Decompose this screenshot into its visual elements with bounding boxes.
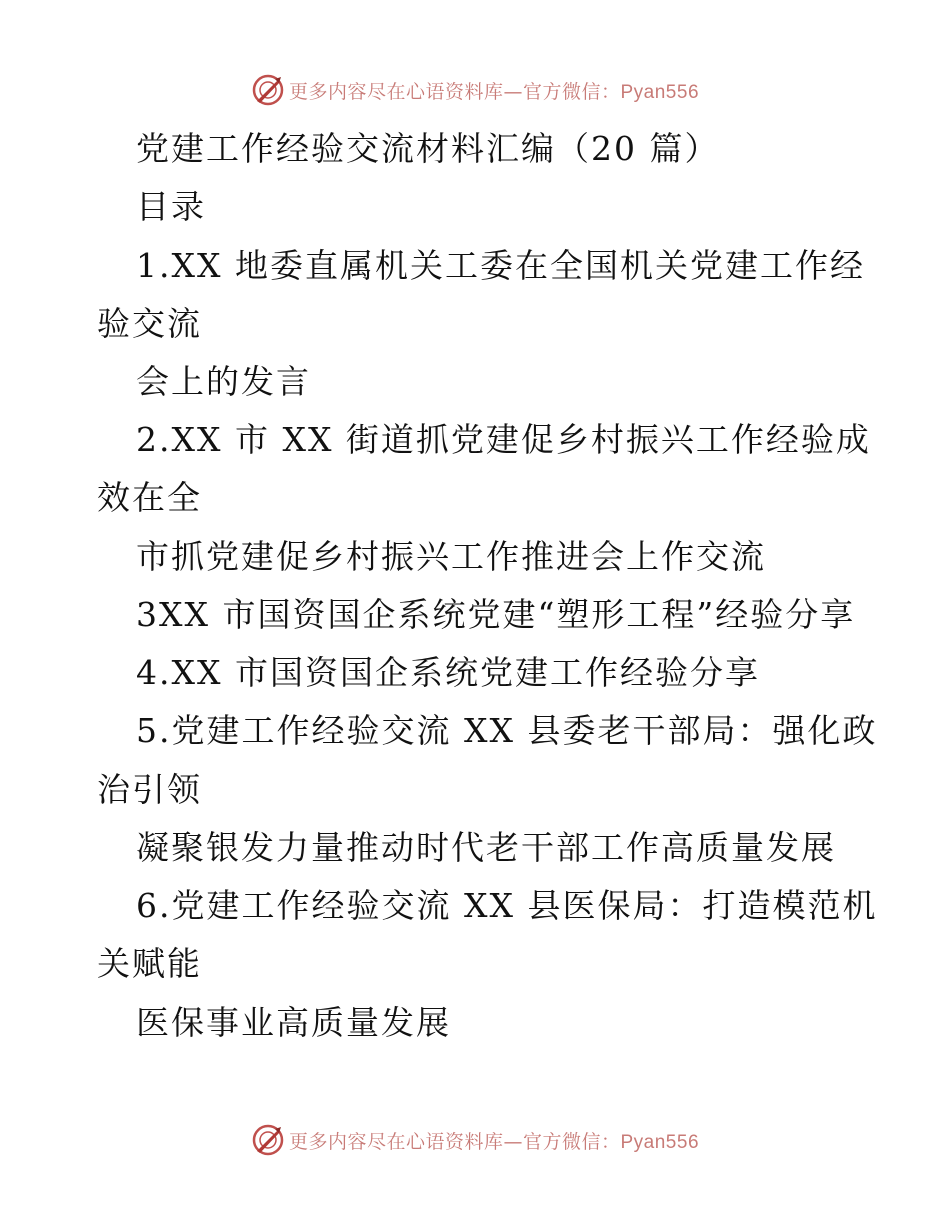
toc-heading: 目录 — [136, 187, 206, 226]
banner-text: 更多内容尽在心语资料库—官方微信：Pyan556 — [288, 80, 700, 103]
toc-item-3: 3XX 市国资国企系统党建“塑形工程”经验分享 — [136, 595, 856, 634]
toc-item-5-cont2: 凝聚银发力量推动时代老干部工作高质量发展 — [136, 828, 836, 867]
banner-text: 更多内容尽在心语资料库—官方微信：Pyan556 — [288, 1130, 700, 1153]
toc-item-6: 6.党建工作经验交流 XX 县医保局：打造模范机 — [136, 886, 878, 925]
document-title: 党建工作经验交流材料汇编（20 篇） — [136, 129, 720, 168]
wechat-id: Pyan556 — [620, 1131, 700, 1153]
toc-item-2-cont: 效在全 — [97, 478, 202, 517]
header-watermark-banner — [0, 68, 950, 112]
quill-logo-icon — [251, 73, 285, 107]
toc-item-1: 1.XX 地委直属机关工委在全国机关党建工作经 — [136, 246, 865, 285]
toc-item-2-cont2: 市抓党建促乡村振兴工作推进会上作交流 — [136, 537, 766, 576]
toc-item-2: 2.XX 市 XX 街道抓党建促乡村振兴工作经验成 — [136, 420, 871, 459]
toc-item-1-cont: 验交流 — [97, 304, 202, 343]
wechat-id: Pyan556 — [620, 81, 700, 103]
toc-item-6-cont2: 医保事业高质量发展 — [136, 1003, 451, 1042]
toc-item-5-cont: 治引领 — [97, 770, 202, 809]
quill-logo-icon — [251, 1123, 285, 1157]
toc-item-6-cont: 关赋能 — [97, 944, 202, 983]
toc-item-5: 5.党建工作经验交流 XX 县委老干部局：强化政 — [136, 711, 878, 750]
toc-item-4: 4.XX 市国资国企系统党建工作经验分享 — [136, 653, 760, 692]
toc-item-1-cont2: 会上的发言 — [136, 362, 311, 401]
footer-watermark-banner — [0, 1118, 950, 1162]
